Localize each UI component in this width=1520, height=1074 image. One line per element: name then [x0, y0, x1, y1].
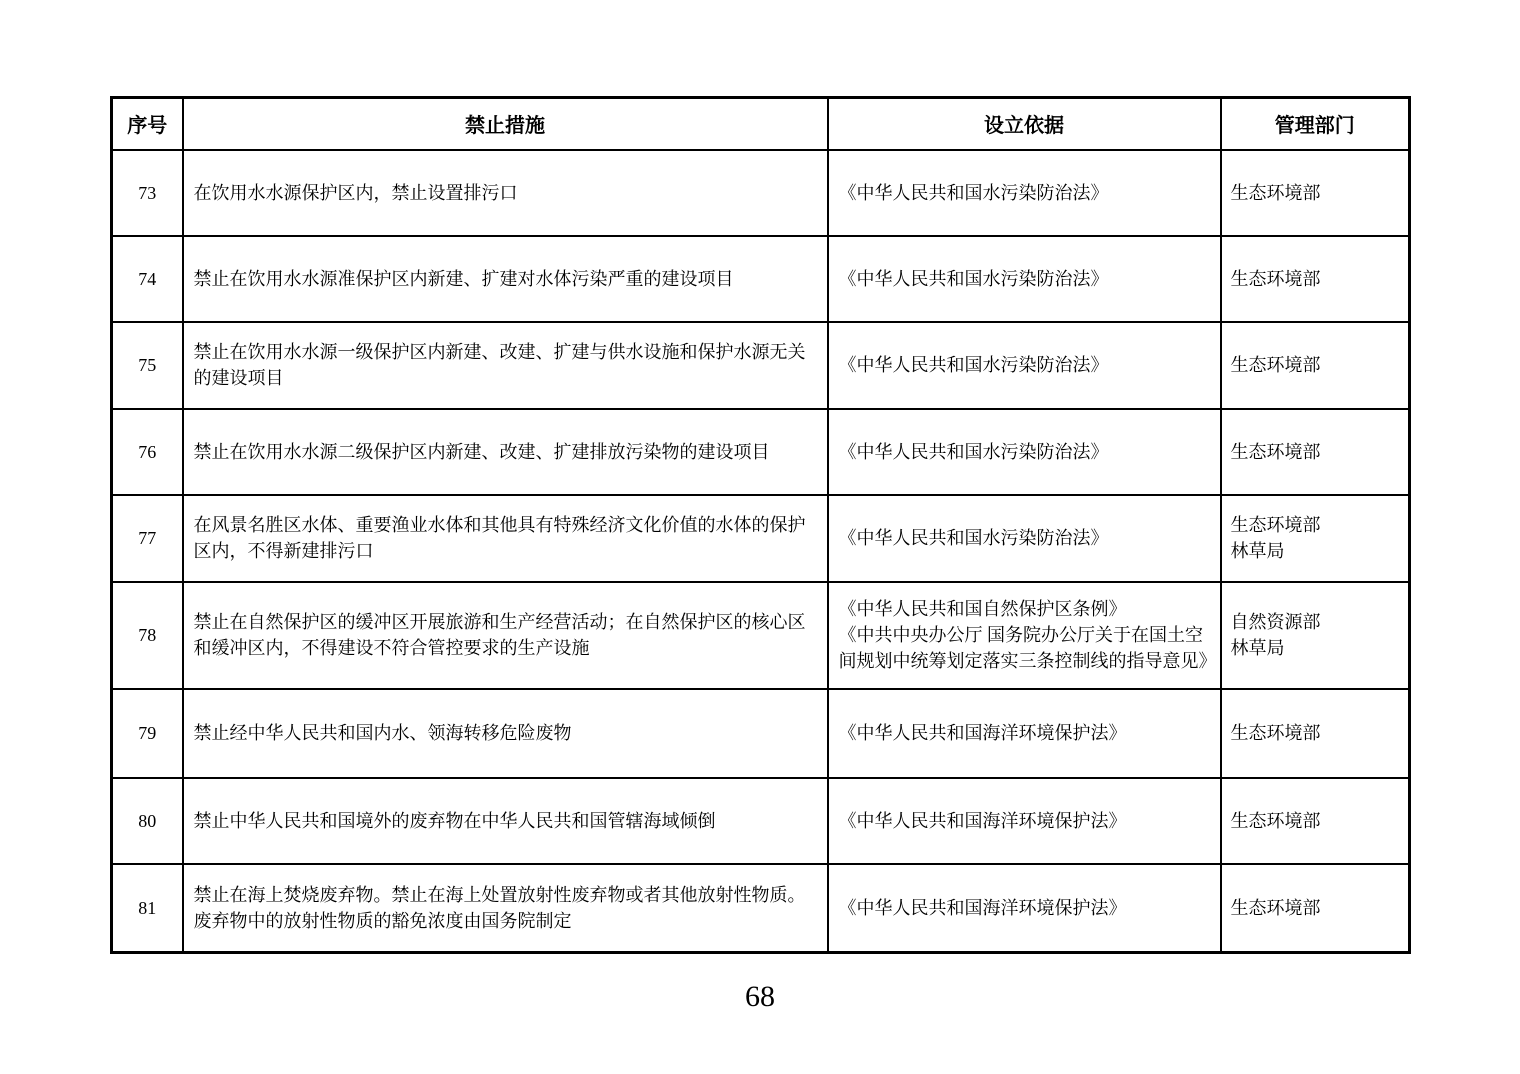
dept-line: 生态环境部: [1230, 441, 1321, 462]
table-row: [112, 495, 1410, 582]
row-basis-cell: [828, 495, 1221, 582]
table-row: [112, 582, 1410, 689]
row-dept-cell: [1221, 864, 1410, 953]
row-basis-cell: [828, 582, 1221, 689]
table-row: [112, 322, 1410, 409]
dept-line: 生态环境部: [1230, 182, 1321, 203]
row-serial-cell: 73: [112, 150, 183, 236]
row-basis-cell: [828, 689, 1221, 778]
row-serial-cell: 75: [112, 322, 183, 409]
prohibition-measures-table: [110, 96, 1411, 954]
table-row: [112, 409, 1410, 495]
basis-line: 《中华人民共和国自然保护区条例》: [838, 599, 1127, 619]
row-measure-cell: 禁止在饮用水水源二级保护区内新建、改建、扩建排放污染物的建设项目: [183, 409, 828, 495]
row-dept-cell: [1221, 778, 1410, 864]
row-measure-cell: 在饮用水水源保护区内，禁止设置排污口: [183, 150, 828, 236]
basis-line: 《中华人民共和国海洋环境保护法》: [838, 897, 1127, 918]
header-prohibited-measure: 禁止措施: [183, 98, 828, 150]
row-measure-cell: 禁止在海上焚烧废弃物。禁止在海上处置放射性废弃物或者其他放射性物质。废弃物中的放射性物质的豁免浓度由国务院制定: [183, 864, 828, 953]
basis-line: 《中华人民共和国水污染防治法》: [838, 182, 1109, 203]
row-serial-cell: 77: [112, 495, 183, 582]
basis-line: 《中华人民共和国水污染防治法》: [838, 528, 1109, 548]
dept-line: 生态环境部: [1230, 268, 1321, 289]
row-serial-cell: 74: [112, 236, 183, 322]
dept-line: 生态环境部: [1230, 897, 1321, 918]
table-row: [112, 689, 1410, 778]
table-row: [112, 778, 1410, 864]
dept-line: 生态环境部: [1230, 515, 1321, 535]
row-dept-cell: [1221, 582, 1410, 689]
row-dept-cell: [1221, 409, 1410, 495]
basis-line: 《中华人民共和国水污染防治法》: [838, 355, 1109, 375]
row-basis-cell: [828, 409, 1221, 495]
row-serial-cell: 78: [112, 582, 183, 689]
row-serial-cell: 76: [112, 409, 183, 495]
row-measure-cell: 禁止经中华人民共和国内水、领海转移危险废物: [183, 689, 828, 778]
basis-line: 《中华人民共和国海洋环境保护法》: [838, 810, 1127, 831]
row-dept-cell: [1221, 322, 1410, 409]
row-dept-cell: [1221, 495, 1410, 582]
basis-line: 《中华人民共和国海洋环境保护法》: [838, 723, 1127, 743]
table-row: [112, 150, 1410, 236]
row-serial-cell: 81: [112, 864, 183, 953]
row-measure-cell: 在风景名胜区水体、重要渔业水体和其他具有特殊经济文化价值的水体的保护区内，不得新建排污口: [183, 495, 828, 582]
basis-line: 《中华人民共和国水污染防治法》: [838, 441, 1109, 462]
header-serial-number: 序号: [112, 98, 183, 150]
dept-line: 林草局: [1230, 541, 1285, 561]
row-basis-cell: [828, 236, 1221, 322]
dept-line: 生态环境部: [1230, 355, 1321, 375]
row-measure-cell: 禁止在饮用水水源一级保护区内新建、改建、扩建与供水设施和保护水源无关的建设项目: [183, 322, 828, 409]
basis-line: 《中华人民共和国水污染防治法》: [838, 268, 1109, 289]
row-basis-cell: [828, 778, 1221, 864]
header-establishment-basis: 设立依据: [828, 98, 1221, 150]
row-measure-cell: 禁止在饮用水水源准保护区内新建、扩建对水体污染严重的建设项目: [183, 236, 828, 322]
basis-line: 《中共中央办公厅 国务院办公厅关于在国土空间规划中统筹划定落实三条控制线的指导意见》: [838, 625, 1217, 671]
row-dept-cell: [1221, 150, 1410, 236]
row-serial-cell: 79: [112, 689, 183, 778]
dept-line: 自然资源部: [1230, 612, 1321, 632]
header-management-department: 管理部门: [1221, 98, 1410, 150]
row-serial-cell: 80: [112, 778, 183, 864]
table-row: [112, 236, 1410, 322]
table-row: [112, 864, 1410, 953]
row-dept-cell: [1221, 236, 1410, 322]
dept-line: 生态环境部: [1230, 810, 1321, 831]
dept-line: 生态环境部: [1230, 723, 1321, 743]
row-measure-cell: 禁止中华人民共和国境外的废弃物在中华人民共和国管辖海域倾倒: [183, 778, 828, 864]
page-number: 68: [745, 980, 775, 1013]
table-header-row: [112, 98, 1410, 150]
table-body: [112, 150, 1410, 953]
row-basis-cell: [828, 864, 1221, 953]
row-measure-cell: 禁止在自然保护区的缓冲区开展旅游和生产经营活动；在自然保护区的核心区和缓冲区内，不得建设不符合管控要求的生产设施: [183, 582, 828, 689]
dept-line: 林草局: [1230, 638, 1285, 658]
row-dept-cell: [1221, 689, 1410, 778]
row-basis-cell: [828, 150, 1221, 236]
row-basis-cell: [828, 322, 1221, 409]
